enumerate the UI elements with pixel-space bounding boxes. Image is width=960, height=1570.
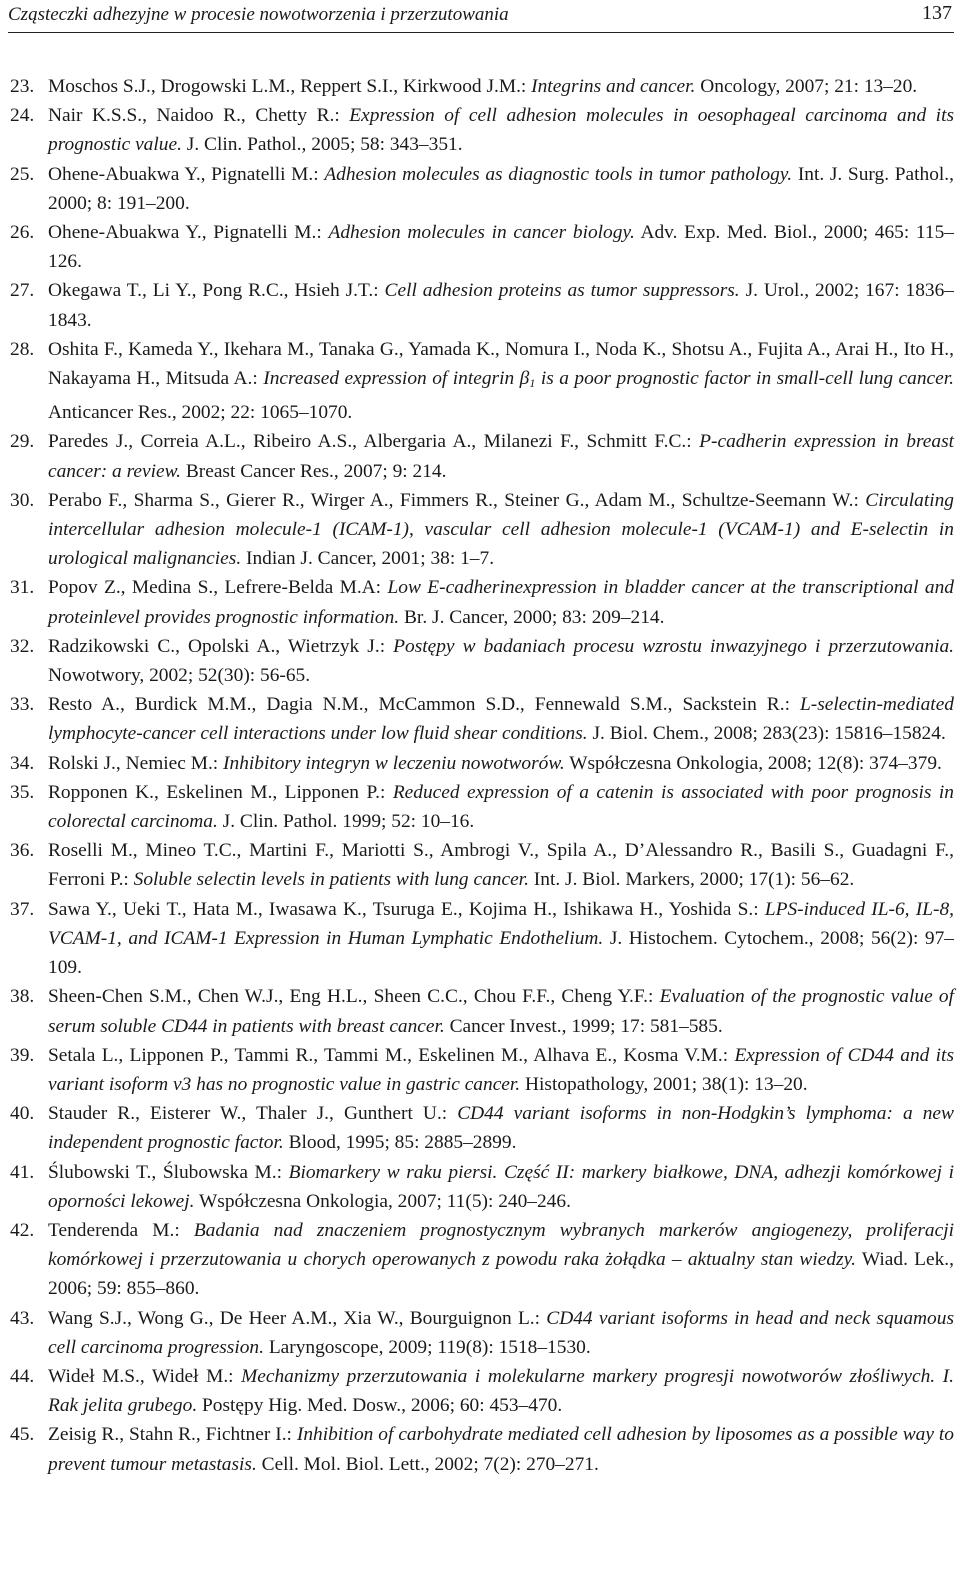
reference-number: 40. [10, 1103, 35, 1125]
reference-number: 26. [10, 222, 35, 244]
reference-title: CD44 variant isoforms in head and neck squamous cell carcinoma progression. [48, 1307, 954, 1358]
reference-number: 29. [10, 431, 35, 453]
reference-number: 43. [10, 1307, 35, 1329]
reference-number: 41. [10, 1161, 35, 1183]
reference-item [10, 101, 954, 159]
page-number: 137 [922, 2, 952, 24]
reference-item [10, 690, 954, 748]
reference-authors: Oshita F., Kameda Y., Ikehara M., Tanaka G., Yamada K., Nomura I., Noda K., Shotsu A., Fujita A., Arai H., Ito H., Nakayama H., Mitsuda A.: [48, 338, 954, 390]
reference-source: J. Urol., 2002; 167: 1836–1843. [48, 280, 954, 331]
reference-number: 28. [10, 338, 35, 360]
reference-source: Indian J. Cancer, 2001; 38: 1–7. [241, 548, 495, 570]
reference-item [10, 1304, 954, 1362]
reference-source: J. Histochem. Cytochem., 2008; 56(2): 97–109. [48, 927, 954, 979]
reference-source: J. Clin. Pathol. 1999; 52: 10–16. [217, 811, 475, 833]
reference-item [10, 486, 954, 574]
reference-title: Integrins and cancer. [531, 76, 696, 97]
reference-number: 38. [10, 986, 35, 1008]
reference-title: Low E-cadherinexpression in bladder cancer at the transcriptional and proteinlevel provides prognostic information. [48, 577, 954, 628]
reference-title: Adhesion molecules as diagnostic tools in tumor pathology. [324, 163, 793, 185]
reference-item [10, 427, 954, 485]
reference-authors: Tenderenda M.: [48, 1219, 194, 1241]
reference-number: 23. [10, 76, 35, 97]
reference-source: Oncology, 2007; 21: 13–20. [695, 76, 918, 97]
reference-item [10, 749, 954, 778]
running-header [8, 0, 954, 33]
reference-item [10, 982, 954, 1040]
reference-source: Wiad. Lek., 2006; 59: 855–860. [48, 1249, 954, 1300]
reference-title: Adhesion molecules in cancer biology. [328, 222, 635, 244]
reference-source: Histopathology, 2001; 38(1): 13–20. [520, 1073, 808, 1095]
reference-item [10, 632, 954, 690]
reference-authors: Okegawa T., Li Y., Pong R.C., Hsieh J.T.: [48, 280, 385, 302]
reference-source: Postępy Hig. Med. Dosw., 2006; 60: 453–470. [197, 1395, 563, 1417]
reference-title: LPS-induced IL-6, IL-8, VCAM-1, and ICAM-1 Expression in Human Lymphatic Endothelium. [48, 898, 954, 949]
reference-item [10, 1099, 954, 1157]
reference-title: CD44 variant isoforms in non-Hodgkin’s lymphoma: a new independent prognostic factor. [48, 1103, 954, 1154]
reference-authors: Ropponen K., Eskelinen M., Lipponen P.: [48, 781, 393, 803]
reference-number: 27. [10, 280, 35, 302]
reference-item [10, 1158, 954, 1216]
reference-authors: Wang S.J., Wong G., De Heer A.M., Xia W., Bourguignon L.: [48, 1307, 547, 1329]
reference-authors: Resto A., Burdick M.M., Dagia N.M., McCammon S.D., Fennewald S.M., Sackstein R.: [48, 694, 800, 716]
reference-item [10, 218, 954, 276]
reference-number: 37. [10, 898, 35, 920]
reference-title: Postępy w badaniach procesu wzrostu inwazyjnego i przerzutowania. [393, 635, 954, 657]
reference-source: Int. J. Surg. Pathol., 2000; 8: 191–200. [48, 163, 954, 214]
reference-title: Inhibition of carbohydrate mediated cell adhesion by liposomes as a possible way to prevent tumour metastasis. [48, 1424, 954, 1475]
reference-title-subscript: 1 [529, 376, 536, 391]
reference-authors: Paredes J., Correia A.L., Ribeiro A.S., Albergaria A., Milanezi F., Schmitt F.C.: [48, 431, 700, 453]
reference-item [10, 160, 954, 218]
reference-list [10, 72, 954, 1479]
reference-source: Nowotwory, 2002; 52(30): 56-65. [48, 665, 311, 687]
reference-title: Mechanizmy przerzutowania i molekularne markery progresji nowotworów złośliwych. I. Rak jelita grubego. [48, 1365, 954, 1417]
reference-title: Biomarkery w raku piersi. Część II: markery białkowe, DNA, adhezji komórkowej i oporności lekowej. [48, 1161, 954, 1212]
reference-source: Int. J. Biol. Markers, 2000; 17(1): 56–62. [528, 869, 855, 891]
reference-number: 44. [10, 1365, 35, 1387]
reference-authors: Perabo F., Sharma S., Gierer R., Wirger A., Fimmers R., Steiner G., Adam M., Schultze-Seemann W.: [48, 489, 866, 511]
reference-number: 25. [10, 163, 35, 185]
reference-source: Współczesna Onkologia, 2008; 12(8): 374–379. [564, 752, 942, 774]
reference-authors: Sawa Y., Ueki T., Hata M., Iwasawa K., Tsuruga E., Kojima H., Ishikawa H., Yoshida S.: [48, 898, 765, 920]
reference-number: 33. [10, 694, 35, 716]
reference-source: Adv. Exp. Med. Biol., 2000; 465: 115–126. [48, 222, 954, 273]
reference-number: 31. [10, 577, 35, 599]
reference-source: Cancer Invest., 1999; 17: 581–585. [444, 1015, 723, 1037]
reference-source: J. Biol. Chem., 2008; 283(23): 15816–15824. [587, 723, 946, 745]
reference-authors: Radzikowski C., Opolski A., Wietrzyk J.: [48, 635, 394, 657]
reference-number: 34. [10, 752, 35, 774]
reference-authors: Ohene-Abuakwa Y., Pignatelli M.: [48, 163, 325, 185]
reference-title: Expression of CD44 and its variant isoform v3 has no prognostic value in gastric cancer. [48, 1044, 954, 1095]
reference-item [10, 1216, 954, 1304]
reference-authors: Sheen-Chen S.M., Chen W.J., Eng H.L., Sheen C.C., Chou F.F., Cheng Y.F.: [48, 986, 660, 1008]
reference-item [10, 573, 954, 631]
reference-item [10, 1420, 954, 1478]
reference-title-continued: is a poor prognostic factor in small-cell lung cancer. [535, 368, 954, 390]
reference-title: P-cadherin expression in breast cancer: a review. [48, 431, 955, 482]
reference-authors: Zeisig R., Stahn R., Fichtner I.: [48, 1424, 297, 1446]
reference-number: 45. [10, 1424, 35, 1446]
reference-number: 39. [10, 1044, 35, 1066]
reference-item [10, 1362, 954, 1420]
reference-authors: Nair K.S.S., Naidoo R., Chetty R.: [48, 105, 350, 127]
reference-title: Reduced expression of a catenin is associated with poor prognosis in colorectal carcinoma. [48, 781, 954, 833]
reference-number: 35. [10, 781, 35, 803]
reference-item [10, 836, 954, 894]
reference-number: 42. [10, 1219, 35, 1241]
reference-number: 30. [10, 489, 35, 511]
reference-authors: Setala L., Lipponen P., Tammi R., Tammi M., Eskelinen M., Alhava E., Kosma V.M.: [48, 1044, 735, 1066]
reference-authors: Rolski J., Nemiec M.: [48, 752, 224, 774]
reference-authors: Ohene-Abuakwa Y., Pignatelli M.: [48, 222, 329, 244]
reference-authors: Moschos S.J., Drogowski L.M., Reppert S.I., Kirkwood J.M.: [48, 76, 532, 97]
reference-title: Cell adhesion proteins as tumor suppressors. [384, 280, 740, 302]
reference-title: Evaluation of the prognostic value of serum soluble CD44 in patients with breast cancer. [48, 986, 955, 1037]
reference-source: Anticancer Res., 2002; 22: 1065–1070. [48, 402, 353, 424]
reference-authors: Stauder R., Eisterer W., Thaler J., Gunthert U.: [48, 1103, 458, 1125]
reference-authors: Roselli M., Mineo T.C., Martini F., Mariotti S., Ambrogi V., Spila A., D’Alessandro R., Basili S., Guadagni F., Ferroni P.: [48, 840, 954, 891]
reference-title: L-selectin-mediated lymphocyte-cancer cell interactions under low fluid shear conditions. [48, 694, 954, 745]
reference-source: Współczesna Onkologia, 2007; 11(5): 240–246. [194, 1190, 571, 1212]
reference-title: Badania nad znaczeniem prognostycznym wybranych markerów angiogenezy, proliferacji komórkowej i przerzutowania u chorych operowanych z powodu raka żołądka – aktualny stan wiedzy. [48, 1219, 954, 1271]
reference-source: Laryngoscope, 2009; 119(8): 1518–1530. [263, 1336, 591, 1358]
reference-number: 24. [10, 105, 35, 127]
reference-title: Soluble selectin levels in patients with lung cancer. [133, 869, 529, 891]
reference-number: 36. [10, 840, 35, 862]
reference-item [10, 778, 954, 836]
reference-item [10, 72, 954, 101]
reference-title: Expression of cell adhesion molecules in oesophageal carcinoma and its prognostic value. [48, 105, 955, 156]
running-title: Cząsteczki adhezyjne w procesie nowotworzenia i przerzutowania [8, 4, 509, 25]
reference-number: 32. [10, 635, 35, 657]
reference-authors: Wideł M.S., Wideł M.: [48, 1365, 242, 1387]
reference-source: J. Clin. Pathol., 2005; 58: 343–351. [181, 134, 463, 156]
reference-source: Blood, 1995; 85: 2885–2899. [283, 1132, 517, 1154]
reference-item [10, 276, 954, 334]
reference-authors: Popov Z., Medina S., Lefrere-Belda M.A: [48, 577, 388, 599]
reference-authors: Ślubowski T., Ślubowska M.: [48, 1161, 289, 1183]
reference-item [10, 895, 954, 983]
reference-title: Inhibitory integryn w leczeniu nowotworów. [223, 752, 565, 774]
reference-source: Cell. Mol. Biol. Lett., 2002; 7(2): 270–271. [256, 1453, 599, 1475]
reference-title: Circulating intercellular adhesion molecule-1 (ICAM-1), vascular cell adhesion molecule-1 (VCAM-1) and E-selectin in urological malignancies. [48, 489, 954, 570]
reference-item [10, 335, 954, 428]
reference-source: Br. J. Cancer, 2000; 83: 209–214. [399, 606, 665, 628]
reference-title: Increased expression of integrin β [263, 368, 530, 390]
reference-source: Breast Cancer Res., 2007; 9: 214. [180, 460, 447, 482]
reference-item [10, 1041, 954, 1099]
